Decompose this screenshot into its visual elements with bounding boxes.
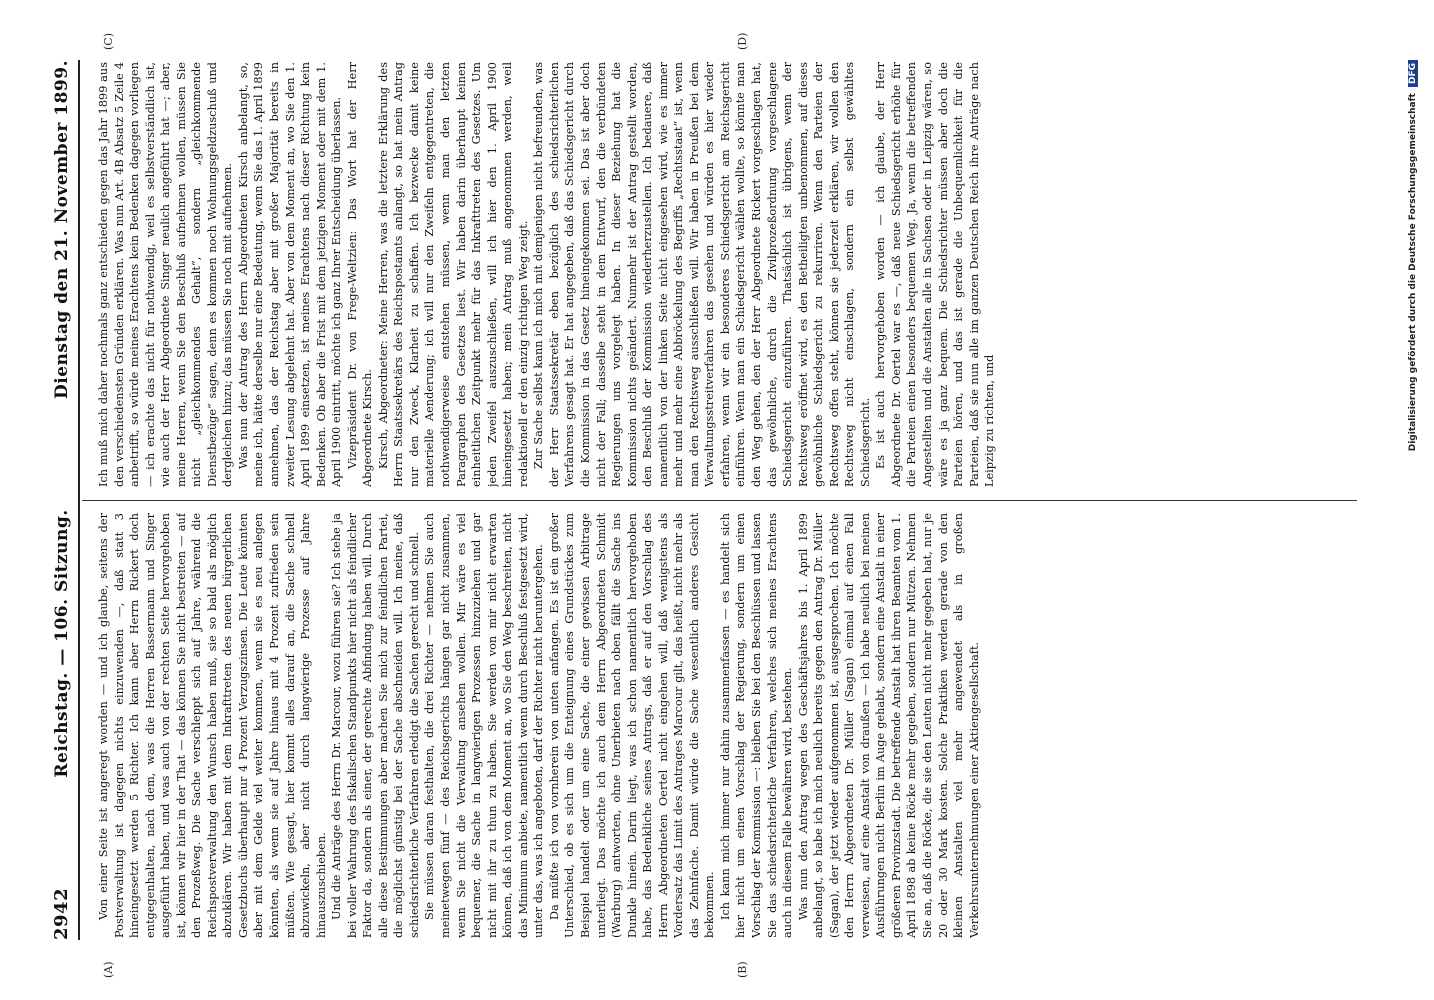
left-column (96, 513, 1356, 938)
digitization-credit (1408, 60, 1418, 940)
page-header (48, 60, 72, 940)
page-number: 2942 (51, 887, 72, 940)
margin-marker-b: (B) (736, 961, 749, 978)
margin-marker-a: (A) (102, 961, 115, 978)
digitization-text: Digitalisierung gefördert durch die Deutsche Forschungsgemeinschaft (1408, 93, 1418, 452)
paragraph: Ich kann mich immer nur dahin zusammenfassen — es handelt sich hier nicht um einen Vorschlag der Regierung, sondern um einen Vorschlag der Kommission —: bleiben Sie bei den Beschlüssen und lassen Sie das schiedsrichterliche Verfahren, welches sich meines Erachtens auch in diesem Falle bewähren wird, bestehen. (718, 513, 795, 938)
session-title: Reichstag. — 106. Sitzung. (52, 509, 72, 778)
margin-marker-d: (D) (736, 32, 749, 50)
speaker-paragraph: Vizepräsident Dr. von Frege-Weltzien: Das Wort hat der Herr Abgeordnete Kirsch. (345, 62, 375, 487)
paragraph: Zur Sache selbst kann ich mich mit demjenigen nicht befreunden, was der Herr Staatssekretär eben bezüglich des schiedsrichterlichen Verfahrens gesagt hat. Er hat angegeben, daß das Schiedsgericht durch die Kommission in das Gesetz hineingekommen sei. Das ist aber doch nicht der Fall; dasselbe steht in dem Entwurf, den die verbündeten Regierungen uns vorgelegt haben. In dieser Beziehung hat die Kommission nichts geändert. Nunmehr ist der Antrag gestellt worden, den Beschluß der Kommission wiederherzustellen. Ich bedauere, daß namentlich von der linken Seite nicht eingesehen wird, wie es immer mehr und mehr eine Abbröckelung des Begriffs „Rechtsstaat“ ist, wenn man den Rechtsweg ausschließen will. Wir haben in Preußen bei dem Verwaltungsstreitverfahren das gesehen und würden es hier wieder erfahren, wenn wir ein besonderes Schiedsgericht am Reichsgericht einführen. Wenn man ein Schiedsgericht wählen wollte, so könnte man den Weg gehen, den der Herr Abgeordnete Rickert vorgeschlagen hat, das gewöhnliche, durch die Zivilprozeßordnung vorgeschlagene Schiedsgericht einzuführen. Thatsächlich ist übrigens, wenn der Rechtsweg eröffnet wird, es den Betheiligten unbenommen, auf dieses gewöhnliche Schiedsgericht zu rekurriren. Wenn den Parteien der Rechtsweg offen steht, können sie jederzeit erklären, wir wollen den Rechtsweg nicht einschlagen, sondern ein selbst gewähltes Schiedsgericht. (532, 62, 872, 487)
paragraph: Ich muß mich daher nochmals ganz entschieden gegen das Jahr 1899 aus den verschiedensten Gründen erklären. Was nun Art. 4B Absatz 5 Zeile 4 anbetrifft, so würde meines Erachtens kein Bedenken dagegen vorliegen — ich erachte das nicht für nothwendig, weil es selbstverständlich ist, wie auch der Herr Abgeordnete Singer neulich angeführt hat —; aber, meine Herren, wenn Sie den Beschluß aufnehmen wollen, müssen Sie nicht „gleichkommendes Gehalt“, sondern „gleichkommende Dienstbezüge“ sagen, denn es kommen noch Wohnungsgeldzuschuß und dergleichen hinzu; das müssen Sie noch mit aufnehmen. (97, 62, 235, 487)
margin-marker-c: (C) (102, 33, 115, 50)
header-rule (78, 60, 80, 940)
session-date: Dienstag den 21. November 1899. (52, 60, 72, 399)
paragraph: Sie müssen daran festhalten, die drei Richter — nehmen Sie auch meinetwegen fünf — des Reichsgerichts hängen gar nicht zusammen, wenn Sie nicht die Verwaltung ansehen wollen. Mir wäre es viel bequemer, die Sache in langwierigen Prozessen hinzuziehen und gar nicht mit ihr zu thun zu haben. Sie werden von mir nicht erwarten können, daß ich von dem Moment an, wo Sie den Weg beschreiten, nicht das Minimum anbiete, namentlich wenn durch Beschluß festgesetzt wird, unter das, was ich angeboten, darf der Richter nicht heruntergehen. (423, 513, 546, 938)
right-column (96, 62, 1356, 487)
paragraph: Von einer Seite ist angeregt worden — und ich glaube, seitens der Postverwaltung ist dagegen nichts einzuwenden —, daß statt 3 hineingesetzt werden 5 Richter. Ich kann aber Herrn Rickert doch entgegenhalten, nach dem, was die Herren Bassermann und Singer ausgeführt haben, und was auch von der rechten Seite hervorgehoben ist, können wir hier in der That — das können Sie nicht bestreiten — auf den Prozeßweg. Die Sache verschleppt sich auf Jahre, während die Reichspostverwaltung den Wunsch haben muß, sie so bald als möglich abzuklären. Wir haben mit dem Inkrafttreten des neuen bürgerlichen Gesetzbuchs überhaupt nur 4 Prozent Verzugszinsen. Die Leute könnten aber mit dem Gelde viel weiter kommen, wenn sie es neu anlegen könnten, als wenn sie auf Jahre hinaus mit 4 Prozent zufrieden sein müßten. Wie gesagt, hier kommt alles darauf an, die Sache schnell abzuwickeln, aber nicht durch langwierige Prozesse auf Jahre hinauszuschieben. (97, 513, 328, 938)
paragraph: Da müßte ich von vornherein von unten anfangen. Es ist ein großer Unterschied, ob es sich um die Enteignung eines Grundstückes zum Beispiel handelt oder um eine Sache, die einer gewissen Arbitrage unterliegt. Das möchte ich auch dem Herrn Abgeordneten Schmidt (Warburg) antworten, ohne Unerbieten nach oben fällt die Sache ins Dunkle hinein. Darin liegt, was ich schon namentlich hervorgehoben habe, das Bedenkliche seines Antrags, daß er auf den Vorschlag des Herrn Abgeordneten Oertel nicht eingehen will, daß wenigstens als Vordersatz das Limit des Antrages Marcour gilt, das heißt, nicht mehr als das Zehnfache. Damit würde die Sache wesentlich anderes Gesicht bekommen. (547, 513, 717, 938)
paragraph: Es ist auch hervorgehoben worden — ich glaube, der Herr Abgeordnete Dr. Oertel war es —, daß neue Schiedsgericht erhöhe für die Parteien einen besonders bequemen Weg. Ja, wenn die betreffenden Angestellten und die Anstalten alle in Sachsen oder in Leipzig wären, so wäre es ja ganz bequem. Die Schiedsrichter müssen aber doch die Parteien hören, und das ist gerade die Unbequemlichkeit für die Parteien, daß sie nun alle im ganzen Deutschen Reich ihre Anträge nach Leipzig zu richten, und (874, 62, 997, 487)
paragraph: Was nun den Antrag wegen des Geschäftsjahres bis 1. April 1899 anbelangt, so habe ich mich neulich bereits gegen den Antrag Dr. Müller (Sagan), der jetzt wieder aufgenommen ist, ausgesprochen. Ich möchte den Herrn Abgeordneten Dr. Müller (Sagan) einmal auf einen Fall verweisen, auf eine Anstalt von draußen — ich habe neulich bei meinen Ausführungen nicht Berlin im Auge gehabt, sondern eine Anstalt in einer größeren Provinzstadt. Die betreffende Anstalt hat ihren Beamten vom 1. April 1898 ab keine Röcke mehr gegeben, sondern nur Mützen. Nehmen Sie an, daß die Röcke, die sie den Leuten nicht mehr gegeben hat, nur je 20 oder 30 Mark kosten. Solche Praktiken werden gerade von den kleinen Anstalten viel mehr angewendet als in großen Verkehrsunternehmungen einer Aktiengesellschaft. (796, 513, 981, 938)
column-divider (82, 500, 1357, 501)
speaker-paragraph: Kirsch, Abgeordneter: Meine Herren, was die letztere Erklärung des Herrn Staatssekretärs des Reichspostamts anlangt, so hat mein Antrag nur den Zweck, Klarheit zu schaffen. Ich bezwecke damit keine materielle Aenderung; ich will nur den Zweifeln entgegentreten, die nothwendigerweise entstehen müssen, wenn man den letzten Paragraphen des Gesetzes liest. Wir haben darin überhaupt keinen einheitlichen Zeitpunkt mehr für das Inkrafttreten des Gesetzes. Um jeden Zweifel auszuschließen, will ich hier den 1. April 1900 hineingesetzt haben; mein Antrag muß angenommen werden, weil redaktionell er den einzig richtigen Weg zeigt. (376, 62, 530, 487)
paragraph: Und die Anträge des Herrn Dr. Marcour, wozu führen sie? Ich stehe ja bei voller Wahrung des fiskalischen Standpunkts hier nicht als feindlicher Faktor da, sondern als einer, der gerechte Abfindung haben will. Durch alle diese Bestimmungen aber machen Sie mich zur feindlichen Partei, die möglichst günstig bei der Sache abschneiden will. Ich meine, daß schiedsrichterliche Verfahren erledigt die Sachen gerecht und schnell. (330, 513, 421, 938)
paragraph: Was nun der Antrag des Herrn Abgeordneten Kirsch anbelangt, so, meine ich, hätte derselbe nur eine Bedeutung, wenn Sie das 1. April 1899 annehmen, das der Reichstag aber mit großer Majorität bereits in zweiter Lesung abgelehnt hat. Aber von dem Moment an, wo Sie den 1. April 1899 einsetzen, ist meines Erachtens nach dieser Richtung kein Bedenken. Ob aber die Frist mit dem jetzigen Moment oder mit dem 1. April 1900 eintritt, möchte ich ganz Ihrer Entscheidung überlassen. (236, 62, 344, 487)
dfg-logo: DFG (1408, 60, 1418, 87)
